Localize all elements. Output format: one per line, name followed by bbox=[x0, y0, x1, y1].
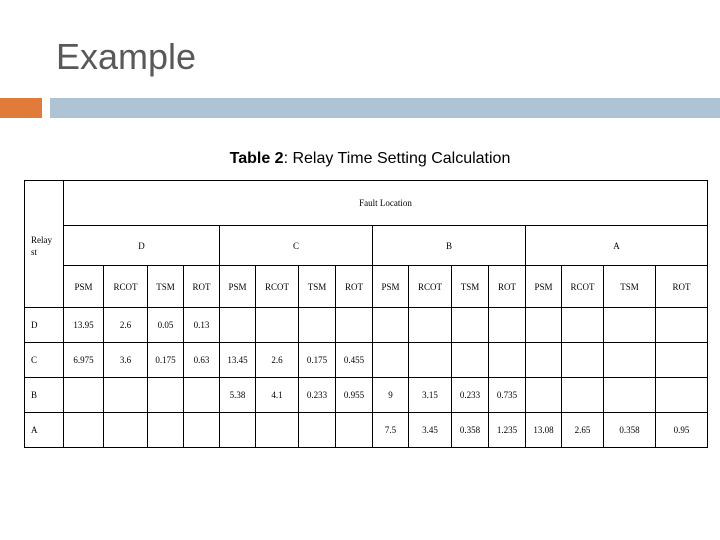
table-cell: 5.38 bbox=[220, 378, 256, 413]
table-cell bbox=[562, 378, 604, 413]
accent-bar-blue bbox=[50, 98, 720, 118]
table-cell: 4.1 bbox=[256, 378, 299, 413]
table-cell bbox=[299, 413, 336, 448]
table-cell: 0.358 bbox=[604, 413, 656, 448]
table-row bbox=[25, 343, 708, 378]
table-cell bbox=[526, 343, 562, 378]
table-cell: 0.175 bbox=[148, 343, 184, 378]
subcol-header: RCOT bbox=[409, 266, 452, 308]
table-cell: 0.455 bbox=[336, 343, 373, 378]
table-cell bbox=[336, 413, 373, 448]
table-cell: 13.08 bbox=[526, 413, 562, 448]
group-header-row bbox=[25, 226, 708, 266]
subcol-header: PSM bbox=[64, 266, 104, 308]
table-cell: 7.5 bbox=[373, 413, 409, 448]
table-cell bbox=[299, 308, 336, 343]
table-cell: 0.233 bbox=[299, 378, 336, 413]
table-cell: 0.358 bbox=[452, 413, 489, 448]
table-cell: 0.05 bbox=[148, 308, 184, 343]
table-cell bbox=[256, 308, 299, 343]
table-cell bbox=[452, 343, 489, 378]
table-row bbox=[25, 308, 708, 343]
table-cell bbox=[184, 413, 220, 448]
relay-header-line-1: Relay bbox=[31, 234, 52, 245]
table-cell: 13.95 bbox=[64, 308, 104, 343]
table-cell bbox=[489, 308, 526, 343]
table-cell bbox=[256, 413, 299, 448]
relay-time-table bbox=[24, 180, 708, 448]
table-cell bbox=[604, 378, 656, 413]
accent-bar-orange bbox=[0, 98, 42, 118]
table-cell: 1.235 bbox=[489, 413, 526, 448]
table-caption bbox=[0, 150, 720, 168]
table-caption-text: : Relay Time Setting Calculation bbox=[283, 150, 511, 167]
table-cell: 6.975 bbox=[64, 343, 104, 378]
table-cell bbox=[562, 343, 604, 378]
group-header-b: B bbox=[373, 226, 526, 266]
table-cell: 0.95 bbox=[656, 413, 708, 448]
relay-name-cell: A bbox=[25, 413, 64, 448]
subcol-header: ROT bbox=[489, 266, 526, 308]
relay-header-cell bbox=[25, 226, 64, 266]
table-cell: 3.15 bbox=[409, 378, 452, 413]
table-cell bbox=[220, 308, 256, 343]
table-cell bbox=[64, 378, 104, 413]
table-cell bbox=[184, 378, 220, 413]
fault-location-row bbox=[25, 181, 708, 226]
table-cell bbox=[452, 308, 489, 343]
subcolumn-header-row bbox=[25, 266, 708, 308]
table-cell bbox=[373, 308, 409, 343]
table-cell bbox=[104, 413, 148, 448]
subcol-header: PSM bbox=[220, 266, 256, 308]
fault-location-header: Fault Location bbox=[64, 181, 708, 226]
subcol-header: RCOT bbox=[562, 266, 604, 308]
table-cell: 2.6 bbox=[104, 308, 148, 343]
table-cell: 2.65 bbox=[562, 413, 604, 448]
subcol-header: RCOT bbox=[256, 266, 299, 308]
subcol-header: TSM bbox=[604, 266, 656, 308]
relay-table-body bbox=[25, 181, 708, 448]
relay-name-cell: B bbox=[25, 378, 64, 413]
table-cell: 0.175 bbox=[299, 343, 336, 378]
table-cell: 13.45 bbox=[220, 343, 256, 378]
subcol-header: RCOT bbox=[104, 266, 148, 308]
table-cell bbox=[526, 308, 562, 343]
group-header-d: D bbox=[64, 226, 220, 266]
subcol-header: ROT bbox=[656, 266, 708, 308]
table-cell: 0.955 bbox=[336, 378, 373, 413]
table-cell: 2.6 bbox=[256, 343, 299, 378]
relay-header-cell-top bbox=[25, 181, 64, 226]
table-cell bbox=[148, 378, 184, 413]
relay-name-cell: C bbox=[25, 343, 64, 378]
accent-bar-gap bbox=[42, 98, 50, 118]
group-header-a: A bbox=[526, 226, 708, 266]
subcol-header: TSM bbox=[148, 266, 184, 308]
relay-header-line-2: st bbox=[31, 246, 38, 257]
table-cell bbox=[409, 308, 452, 343]
slide-title: Example bbox=[56, 36, 197, 77]
table-cell: 0.13 bbox=[184, 308, 220, 343]
table-cell bbox=[489, 343, 526, 378]
table-cell bbox=[604, 343, 656, 378]
table-row bbox=[25, 413, 708, 448]
subcol-header: TSM bbox=[452, 266, 489, 308]
table-cell: 0.233 bbox=[452, 378, 489, 413]
subcol-header: PSM bbox=[373, 266, 409, 308]
group-header-c: C bbox=[220, 226, 373, 266]
table-cell bbox=[656, 308, 708, 343]
table-cell bbox=[373, 343, 409, 378]
subcol-header: TSM bbox=[299, 266, 336, 308]
table-cell bbox=[526, 378, 562, 413]
table-cell bbox=[148, 413, 184, 448]
table-cell: 0.735 bbox=[489, 378, 526, 413]
table-cell: 3.6 bbox=[104, 343, 148, 378]
table-cell bbox=[409, 343, 452, 378]
table-cell bbox=[220, 413, 256, 448]
relay-name-cell: D bbox=[25, 308, 64, 343]
subcol-header: ROT bbox=[184, 266, 220, 308]
table-cell: 0.63 bbox=[184, 343, 220, 378]
table-cell bbox=[64, 413, 104, 448]
table-cell bbox=[656, 343, 708, 378]
relay-header-cell-bottom bbox=[25, 266, 64, 308]
table-caption-label: Table 2 bbox=[229, 150, 284, 167]
table-cell bbox=[604, 308, 656, 343]
table-cell bbox=[336, 308, 373, 343]
table-row bbox=[25, 378, 708, 413]
table-cell: 9 bbox=[373, 378, 409, 413]
table-cell bbox=[104, 378, 148, 413]
table-cell bbox=[562, 308, 604, 343]
subcol-header: ROT bbox=[336, 266, 373, 308]
table-cell bbox=[656, 378, 708, 413]
table-cell: 3.45 bbox=[409, 413, 452, 448]
subcol-header: PSM bbox=[526, 266, 562, 308]
